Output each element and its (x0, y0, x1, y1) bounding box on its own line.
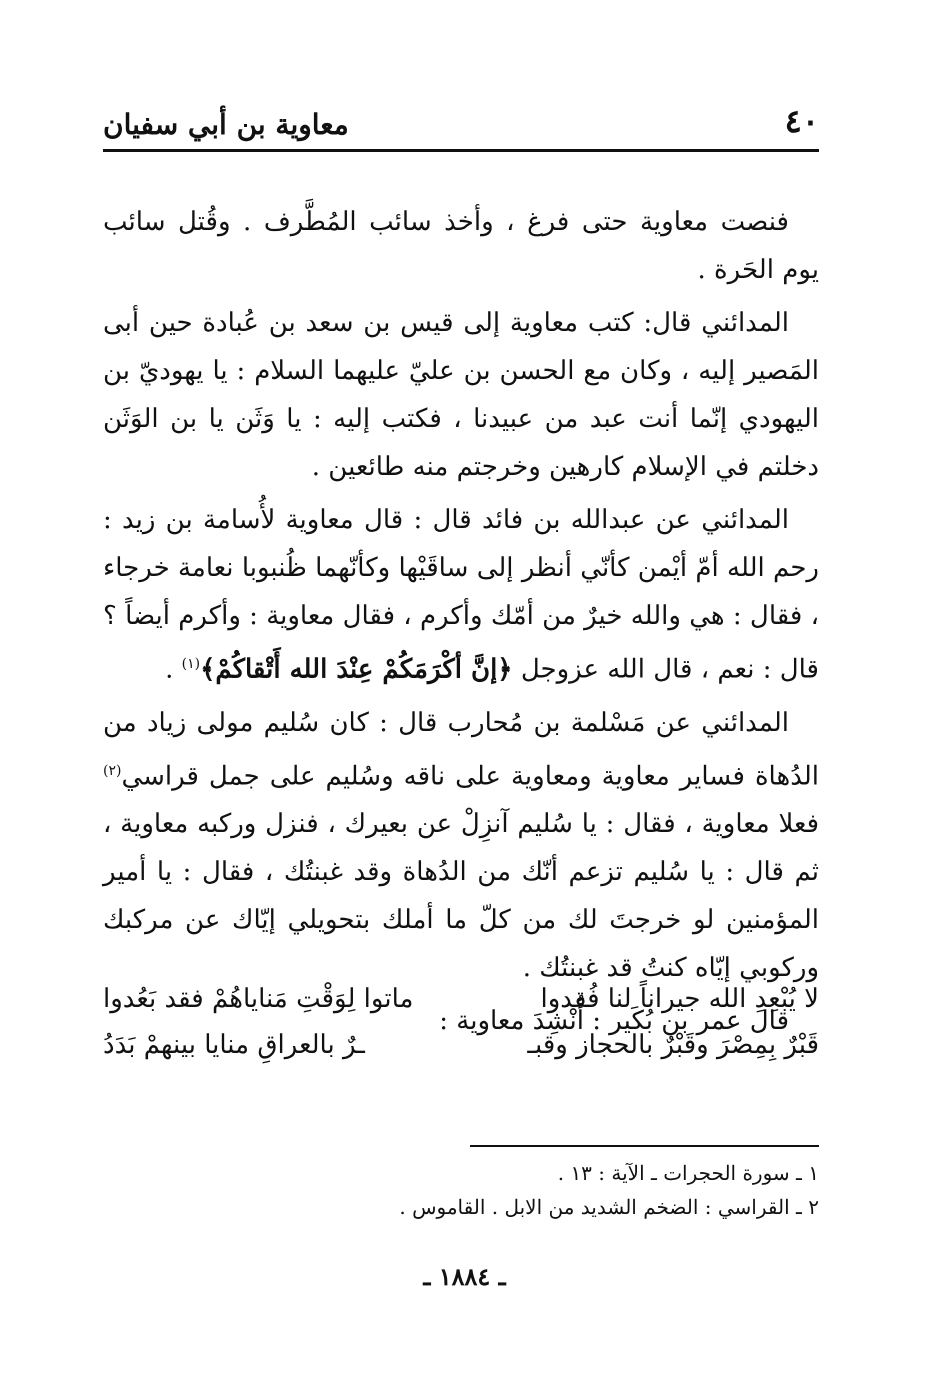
folio-page-number: ـ ١٨٨٤ ـ (423, 1262, 506, 1291)
footnote-ref-1: (١) (181, 656, 201, 672)
paragraph-4-rest: فعلا معاوية ، فقال : يا سُليم آنزِلْ عن بعيرك ، فنزل وركبه معاوية ، ثم قال : يا سُليم تزعم أنّك من الدُهاة وقد غبنتُك ، فقال : يا أمير المؤمنين لو خرجتَ لك من كلّ ما أملك بتحويلي إيّاك عن مركبك وركوبي إيّاه كنتُ قد غبنتُك . (103, 809, 819, 984)
poem-hemistich-second: ماتوا لِوَقْتِ مَناياهُمْ فقد بَعُدوا (103, 984, 414, 1014)
poem-line (103, 976, 819, 1022)
running-header (103, 100, 819, 152)
footnote-2: ٢ ـ القراسي : الضخم الشديد من الابل . القاموس . (399, 1195, 819, 1219)
paragraph-5: قال عمر بن بُكَير : أُنْشِدَ معاوية : (439, 1006, 789, 1037)
poem (103, 976, 819, 1068)
poem-line (103, 1022, 819, 1068)
quran-quote: ﴿إنَّ أكْرَمَكُمْ عِنْدَ الله أَتْقاكُمْ﴾ (200, 654, 513, 685)
paragraph-2: المدائني قال: كتب معاوية إلى قيس بن سعد بن عُبادة حين أبى المَصير إليه ، وكان مع الحسن بن عليّ عليهما السلام : يا يهوديّ بن اليهودي إنّما أنت عبد من عبيدنا ، فكتب إليه : يا وَثَن يا بن الوَثَن دخلتم في الإسلام كارهين وخرجتم منه طائعين . (103, 308, 819, 482)
footnote-1: ١ ـ سورة الحجرات ـ الآية : ١٣ . (557, 1161, 819, 1185)
header-title: معاوية بن أبي سفيان (103, 108, 349, 141)
header-divider (103, 149, 819, 152)
paragraph-1: فنصت معاوية حتى فرغ ، وأخذ سائب المُطَّرف . وقُتل سائب يوم الحَرة . (103, 207, 819, 285)
paragraph-3-text: المدائني عن عبدالله بن فائد قال : قال معاوية لأُسامة بن زيد : رحم الله أمّ أيْمن كأنّي أنظر إلى ساقَيْها وكأنّهما ظُنبوبا نعامة خرجاء ، فقال : هي والله خيرٌ من أمّك وأكرم ، فقال معاوية : وأكرم أيضاً ؟ قال : نعم ، قال الله عزوجل (103, 505, 819, 685)
footnote-ref-2: (٢) (103, 762, 122, 779)
paragraph-4 (103, 699, 819, 993)
footnotes (103, 1156, 819, 1224)
poem-hemistich-first: لا يُبْعِدِ الله جيراناً لنا فُقدوا (540, 984, 819, 1014)
header-page-number: ٤٠ (784, 102, 819, 140)
paragraph-3 (103, 496, 819, 694)
poem-hemistich-first: قَبْرٌ بِمِصْرَ وقَبْرٌ بالحجاز وقبـ (527, 1030, 819, 1060)
poem-hemistich-second: ـرٌ بالعراقِ منايا بينهمْ بَدَدُ (103, 1030, 365, 1060)
main-text (103, 198, 819, 1050)
footnote-divider (470, 1145, 819, 1147)
paragraph-3-end: . (165, 654, 182, 685)
paragraph-4-text: المدائني عن مَسْلمة بن مُحارب قال : كان سُليم مولى زياد من الدُهاة فساير معاوية ومعاوية على ناقه وسُليم على جمل قراسي (103, 707, 819, 792)
